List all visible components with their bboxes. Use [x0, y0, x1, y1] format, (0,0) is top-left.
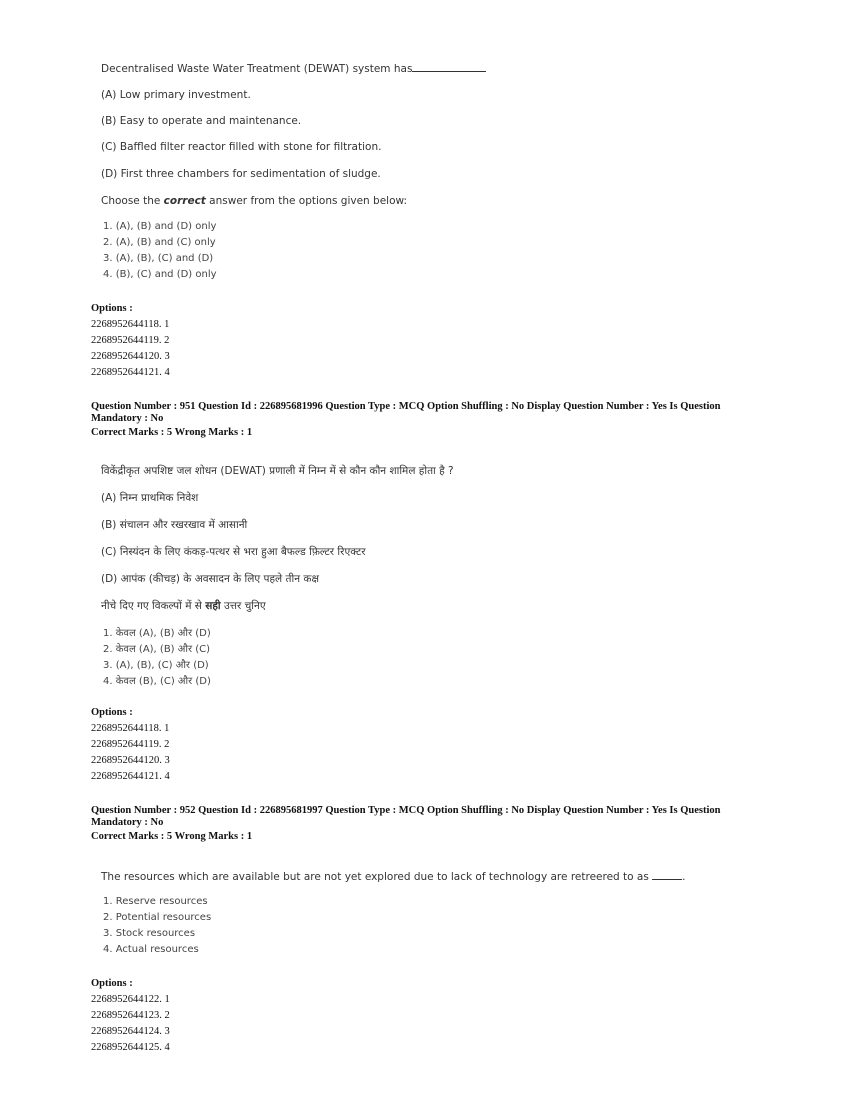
q950-option-3: 2268952644120. 3 — [91, 351, 170, 362]
q952-stem-text: The resources which are available but are not yet explored due to lack of technology are retreered to as — [101, 871, 649, 883]
q950-answer-3: 3. (A), (B), (C) and (D) — [103, 253, 214, 264]
q951-answer-2: 2. केवल (A), (B) और (C) — [103, 644, 211, 655]
q952-stem — [101, 870, 686, 883]
q952-option-4: 2268952644125. 4 — [91, 1042, 170, 1053]
q950-statement-d: (D) First three chambers for sedimentation of sludge. — [101, 168, 381, 180]
q952-option-1: 2268952644122. 1 — [91, 994, 170, 1005]
q951-instruction-emphasis: सही — [205, 600, 221, 612]
q951-instruction-pre: नीचे दिए गए विकल्पों में से — [101, 600, 206, 612]
q950-option-2: 2268952644119. 2 — [91, 335, 170, 346]
q951-statement-a: (A) निम्न प्राथमिक निवेश — [101, 492, 199, 504]
q950-stem-blank — [412, 62, 486, 72]
q950-instruction — [101, 195, 407, 207]
q951-stem: विकेंद्रीकृत अपशिष्ट जल शोधन (DEWAT) प्रणाली में निम्न में से कौन कौन शामिल होता है ? — [101, 465, 454, 477]
q952-answer-1: 1. Reserve resources — [103, 896, 208, 907]
q951-statement-d: (D) आपंक (कीचड़) के अवसादन के लिए पहले तीन कक्ष — [101, 573, 319, 585]
q950-stem — [101, 62, 486, 75]
q951-answer-1: 1. केवल (A), (B) और (D) — [103, 628, 211, 639]
q951-statement-c: (C) निस्यंदन के लिए कंकड़-पत्थर से भरा हुआ बैफल्ड फ़िल्टर रिएक्टर — [101, 546, 366, 558]
q952-answer-2: 2. Potential resources — [103, 912, 212, 923]
q950-instruction-pre: Choose the — [101, 195, 164, 207]
q951-option-3: 2268952644120. 3 — [91, 755, 170, 766]
q950-statement-c: (C) Baffled filter reactor filled with stone for filtration. — [101, 141, 382, 153]
q950-answer-1: 1. (A), (B) and (D) only — [103, 221, 217, 232]
q951-statement-b: (B) संचालन और रखरखाव में आसानी — [101, 519, 248, 531]
q950-answer-4: 4. (B), (C) and (D) only — [103, 269, 217, 280]
q951-answer-3: 3. (A), (B), (C) और (D) — [103, 660, 209, 671]
q952-stem-blank — [652, 870, 682, 880]
q950-answer-2: 2. (A), (B) and (C) only — [103, 237, 216, 248]
q951-header: Question Number : 951 Question Id : 226895681996 Question Type : MCQ Option Shuffling : No Display Question Number : Yes Is Question Mandatory : No — [91, 401, 721, 424]
q950-option-4: 2268952644121. 4 — [91, 367, 170, 378]
q950-instruction-emphasis: correct — [163, 195, 206, 207]
q951-options-label: Options : — [91, 707, 133, 718]
q950-options-label: Options : — [91, 303, 133, 314]
q952-option-2: 2268952644123. 2 — [91, 1010, 170, 1021]
q950-statement-a: (A) Low primary investment. — [101, 89, 251, 101]
q952-stem-end: . — [682, 871, 686, 883]
q950-option-1: 2268952644118. 1 — [91, 319, 170, 330]
q951-option-1: 2268952644118. 1 — [91, 723, 170, 734]
q950-stem-text: Decentralised Waste Water Treatment (DEWAT) system has — [101, 63, 413, 75]
q952-header: Question Number : 952 Question Id : 226895681997 Question Type : MCQ Option Shuffling : No Display Question Number : Yes Is Question Mandatory : No — [91, 805, 721, 828]
q951-marks: Correct Marks : 5 Wrong Marks : 1 — [91, 427, 253, 438]
q952-options-label: Options : — [91, 978, 133, 989]
q950-statement-b: (B) Easy to operate and maintenance. — [101, 115, 302, 127]
q951-option-2: 2268952644119. 2 — [91, 739, 170, 750]
q952-option-3: 2268952644124. 3 — [91, 1026, 170, 1037]
q951-instruction — [101, 599, 266, 613]
q952-answer-4: 4. Actual resources — [103, 944, 199, 955]
q952-marks: Correct Marks : 5 Wrong Marks : 1 — [91, 831, 253, 842]
q951-answer-4: 4. केवल (B), (C) और (D) — [103, 676, 211, 687]
q950-instruction-post: answer from the options given below: — [205, 195, 408, 207]
q951-instruction-post: उत्तर चुनिए — [220, 600, 266, 612]
q952-answer-3: 3. Stock resources — [103, 928, 196, 939]
q951-option-4: 2268952644121. 4 — [91, 771, 170, 782]
